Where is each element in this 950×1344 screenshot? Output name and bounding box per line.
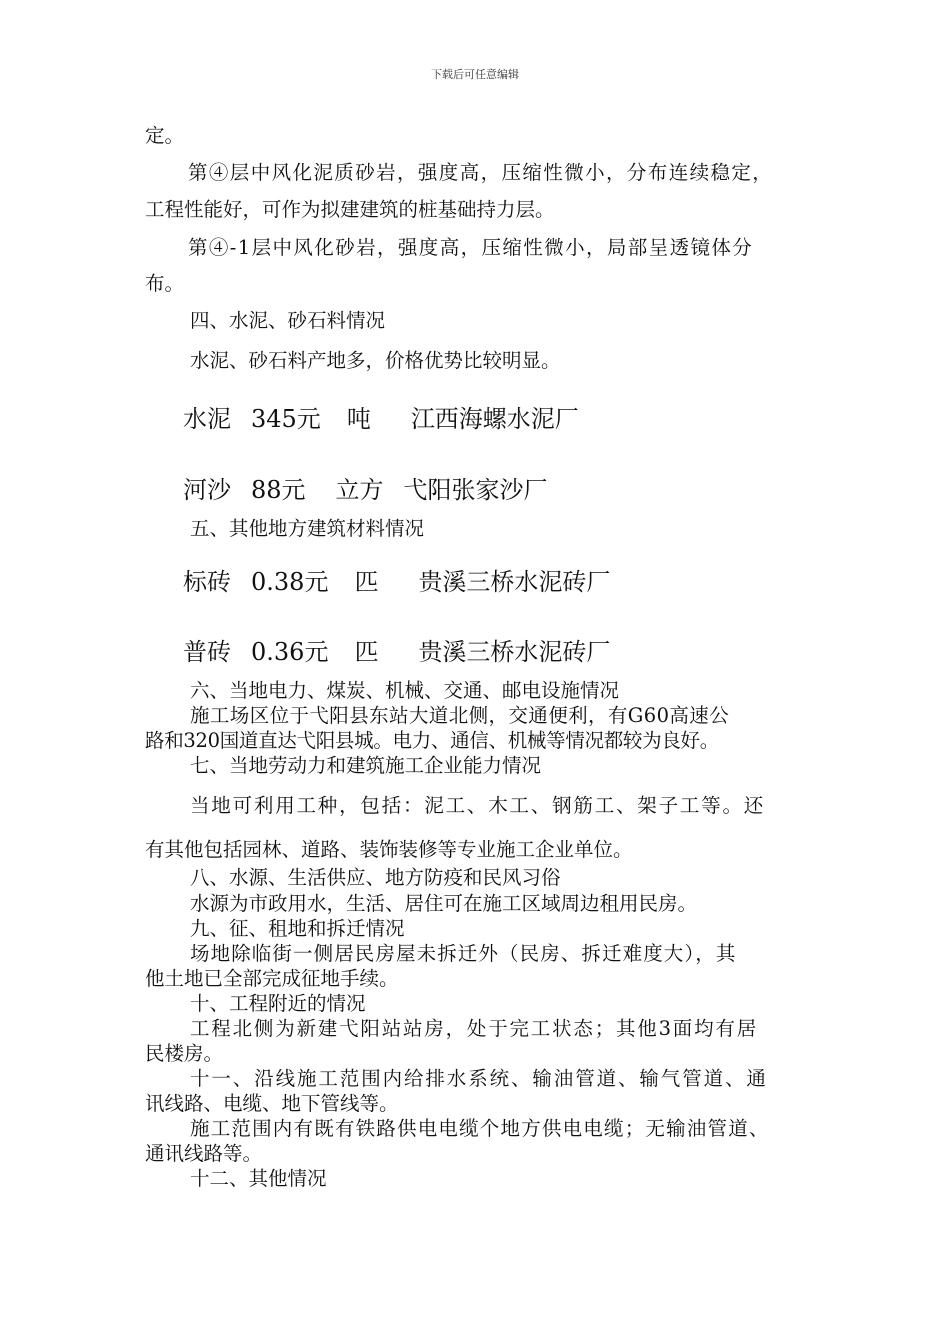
paragraph-line: 布。 [145, 272, 185, 295]
section-heading: 五、其他地方建筑材料情况 [190, 517, 425, 540]
material-supplier: 江西海螺水泥厂 [410, 405, 579, 433]
material-unit: 立方 [335, 476, 384, 504]
material-price: 0.36元 [251, 638, 329, 666]
material-price: 0.38元 [251, 568, 329, 596]
paragraph-line: 民楼房。 [145, 1042, 224, 1065]
paragraph-line: 讯线路、电缆、地下管线等。 [145, 1092, 399, 1115]
paragraph-line: 施工场区位于弋阳县东站大道北侧，交通便利，有G60高速公 [190, 704, 730, 727]
section-heading: 四、水泥、砂石料情况 [190, 309, 386, 332]
paragraph-line: 水泥、砂石料产地多，价格优势比较明显。 [190, 349, 561, 372]
section-heading: 七、当地劳动力和建筑施工企业能力情况 [190, 754, 542, 777]
material-row [183, 475, 548, 505]
material-supplier: 弋阳张家沙厂 [403, 476, 548, 504]
paragraph-line: 有其他包括园林、道路、装饰装修等专业施工企业单位。 [145, 838, 633, 861]
material-unit: 匹 [354, 568, 379, 596]
material-row [183, 567, 610, 597]
material-name: 河沙 [183, 476, 231, 504]
paragraph-line: 定。 [145, 124, 185, 147]
paragraph-line: 第④层中风化泥质砂岩，强度高，压缩性微小，分布连续稳定， [188, 161, 774, 184]
paragraph-line: 施工范围内有既有铁路供电电缆个地方供电电缆；无输油管道、 [190, 1117, 770, 1140]
material-name: 标砖 [183, 568, 231, 596]
section-heading: 十二、其他情况 [190, 1167, 327, 1190]
material-unit: 吨 [346, 405, 371, 433]
material-row [183, 404, 579, 434]
material-row [183, 637, 610, 667]
paragraph-line: 他土地已全部完成征地手续。 [145, 967, 399, 990]
section-heading: 八、水源、生活供应、地方防疫和民风习俗 [190, 866, 561, 889]
section-heading: 十一、沿线施工范围内给排水系统、输油管道、输气管道、通 [190, 1067, 768, 1090]
paragraph-line: 场地除临街一侧居民房屋未拆迁外（民房、拆迁难度大），其 [190, 942, 737, 965]
section-heading: 六、当地电力、煤炭、机械、交通、邮电设施情况 [190, 679, 620, 702]
paragraph-line: 水源为市政用水，生活、居住可在施工区域周边租用民房。 [190, 892, 698, 915]
material-supplier: 贵溪三桥水泥砖厂 [418, 568, 611, 596]
material-supplier: 贵溪三桥水泥砖厂 [418, 638, 611, 666]
paragraph-line: 第④-1层中风化砂岩，强度高，压缩性微小，局部呈透镜体分 [188, 236, 754, 259]
section-heading: 十、工程附近的情况 [190, 992, 366, 1015]
paragraph-line: 通讯线路等。 [145, 1142, 263, 1165]
material-name: 普砖 [183, 638, 231, 666]
material-name: 水泥 [183, 405, 231, 433]
paragraph-line: 工程北侧为新建弋阳站站房，处于完工状态；其他3面均有居 [190, 1017, 759, 1040]
page-header: 下载后可任意编辑 [431, 68, 519, 81]
paragraph-line: 当地可利用工种，包括：泥工、木工、钢筋工、架子工等。还 [190, 794, 766, 817]
material-unit: 匹 [354, 638, 379, 666]
section-heading: 九、征、租地和拆迁情况 [190, 917, 405, 940]
material-price: 88元 [251, 476, 306, 504]
material-price: 345元 [251, 405, 321, 433]
paragraph-line: 路和320国道直达弋阳县城。电力、通信、机械等情况都较为良好。 [145, 729, 719, 752]
paragraph-line: 工程性能好，可作为拟建建筑的桩基础持力层。 [145, 198, 555, 221]
